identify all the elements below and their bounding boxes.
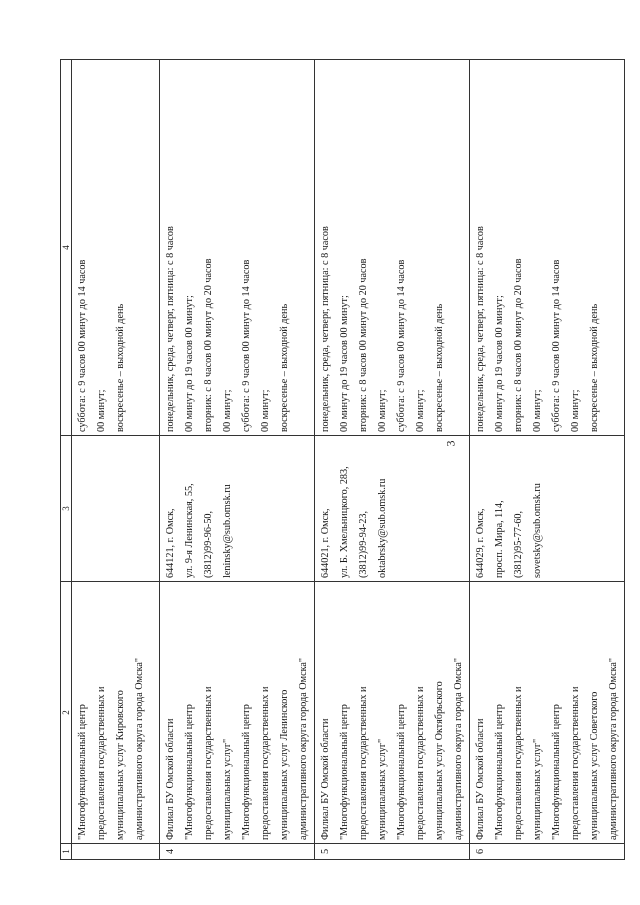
text-line: муниципальных услуг" — [532, 738, 543, 840]
text-line: суббота: с 9 часов 00 минут до 14 часов — [551, 259, 562, 432]
text-line: суббота: с 9 часов 00 минут до 14 часов — [241, 259, 252, 432]
column-header-3: 3 — [61, 436, 72, 582]
text-line: ул. 9-я Ленинская, 55, — [184, 483, 195, 578]
text-line: муниципальных услуг Кировского — [115, 690, 126, 840]
table-container — [60, 60, 619, 860]
table-row — [470, 60, 625, 860]
text-line: просп. Мира, 114, — [494, 500, 505, 578]
hours-cell — [315, 60, 470, 436]
text-line: воскресенье – выходной день — [434, 303, 445, 432]
text-line: предоставления государственных и — [203, 686, 214, 840]
row-number — [72, 844, 160, 860]
text-line: "Многофункциональный центр — [241, 704, 252, 840]
column-header-2: 2 — [61, 582, 72, 844]
table-row — [160, 60, 315, 860]
address-cell — [470, 436, 625, 582]
text-line: административного округа города Омска" — [608, 657, 619, 840]
text-line: вторник: с 8 часов 00 минут до 20 часов — [358, 258, 369, 432]
text-line: (3812)99-94-23, — [358, 510, 369, 578]
text-line: (3812)95-77-60, — [513, 510, 524, 578]
text-line: муниципальных услуг Советского — [589, 691, 600, 840]
row-number: 4 — [160, 844, 315, 860]
row-number: 5 — [315, 844, 470, 860]
text-line: 644029, г. Омск, — [475, 508, 486, 578]
address-cell — [72, 436, 160, 582]
text-line: муниципальных услуг" — [377, 738, 388, 840]
page-number: 3 — [443, 440, 458, 447]
text-line: предоставления государственных и — [570, 686, 581, 840]
row-number: 6 — [470, 844, 625, 860]
text-line: 644121, г. Омск, — [165, 508, 176, 578]
center-name-cell — [470, 582, 625, 844]
text-line: суббота: с 9 часов 00 минут до 14 часов — [396, 259, 407, 432]
text-line: муниципальных услуг" — [222, 738, 233, 840]
text-line: предоставления государственных и — [358, 686, 369, 840]
text-line: ул. Б. Хмельницкого, 283, — [339, 466, 350, 578]
text-line: "Многофункциональный центр — [494, 704, 505, 840]
text-line: понедельник, среда, четверг, пятница: с 8 часов — [165, 226, 176, 432]
email-link[interactable]: leninsky@sub.omsk.ru — [222, 484, 233, 578]
text-line: суббота: с 9 часов 00 минут до 14 часов — [77, 259, 88, 432]
center-name-cell — [315, 582, 470, 844]
table-row — [72, 60, 160, 860]
text-line: предоставления государственных и — [96, 686, 107, 840]
text-line: (3812)99-96-50, — [203, 510, 214, 578]
column-header-1: 1 — [61, 844, 72, 860]
text-line: "Многофункциональный центр — [77, 704, 88, 840]
text-line: 00 минут до 19 часов 00 минут; — [494, 295, 505, 432]
address-cell — [315, 436, 470, 582]
text-line: воскресенье – выходной день — [589, 303, 600, 432]
center-name-cell — [160, 582, 315, 844]
text-line: административного округа города Омска" — [298, 657, 309, 840]
text-line: 00 минут; — [222, 389, 233, 432]
text-line: 00 минут; — [377, 389, 388, 432]
text-line: понедельник, среда, четверг, пятница: с 8 часов — [320, 226, 331, 432]
text-line: 00 минут; — [415, 389, 426, 432]
email-link[interactable]: oktabrsky@sub.omsk.ru — [377, 478, 388, 578]
column-header-4: 4 — [61, 60, 72, 436]
text-line: Филиал БУ Омской области — [475, 718, 486, 840]
hours-cell — [470, 60, 625, 436]
text-line: воскресенье – выходной день — [279, 303, 290, 432]
text-line: воскресенье – выходной день — [115, 303, 126, 432]
text-line: 00 минут до 19 часов 00 минут; — [339, 295, 350, 432]
text-line: предоставления государственных и — [513, 686, 524, 840]
text-line: 644021, г. Омск, — [320, 508, 331, 578]
hours-cell — [160, 60, 315, 436]
text-line: 00 минут; — [532, 389, 543, 432]
text-line: "Многофункциональный центр — [184, 704, 195, 840]
text-line: "Многофункциональный центр — [396, 704, 407, 840]
text-line: понедельник, среда, четверг, пятница: с 8 часов — [475, 226, 486, 432]
header-row — [61, 60, 72, 860]
rotated-table-frame — [60, 60, 619, 860]
text-line: административного округа города Омска" — [453, 657, 464, 840]
text-line: административного округа города Омска" — [134, 657, 145, 840]
text-line: 00 минут до 19 часов 00 минут; — [184, 295, 195, 432]
text-line: 00 минут; — [260, 389, 271, 432]
address-cell — [160, 436, 315, 582]
text-line: предоставления государственных и — [415, 686, 426, 840]
text-line: Филиал БУ Омской области — [320, 718, 331, 840]
text-line: предоставления государственных и — [260, 686, 271, 840]
text-line: вторник: с 8 часов 00 минут до 20 часов — [203, 258, 214, 432]
mfc-table — [60, 59, 625, 860]
table-row — [315, 60, 470, 860]
text-line: "Многофункциональный центр — [551, 704, 562, 840]
text-line: "Многофункциональный центр — [339, 704, 350, 840]
email-link[interactable]: sovetsky@sub.omsk.ru — [532, 483, 543, 578]
center-name-cell — [72, 582, 160, 844]
text-line: муниципальных услуг Октябрьского — [434, 681, 445, 840]
text-line: 00 минут; — [570, 389, 581, 432]
text-line: муниципальных услуг Ленинского — [279, 689, 290, 840]
text-line: вторник: с 8 часов 00 минут до 20 часов — [513, 258, 524, 432]
text-line: Филиал БУ Омской области — [165, 718, 176, 840]
text-line: 00 минут; — [96, 389, 107, 432]
hours-cell — [72, 60, 160, 436]
